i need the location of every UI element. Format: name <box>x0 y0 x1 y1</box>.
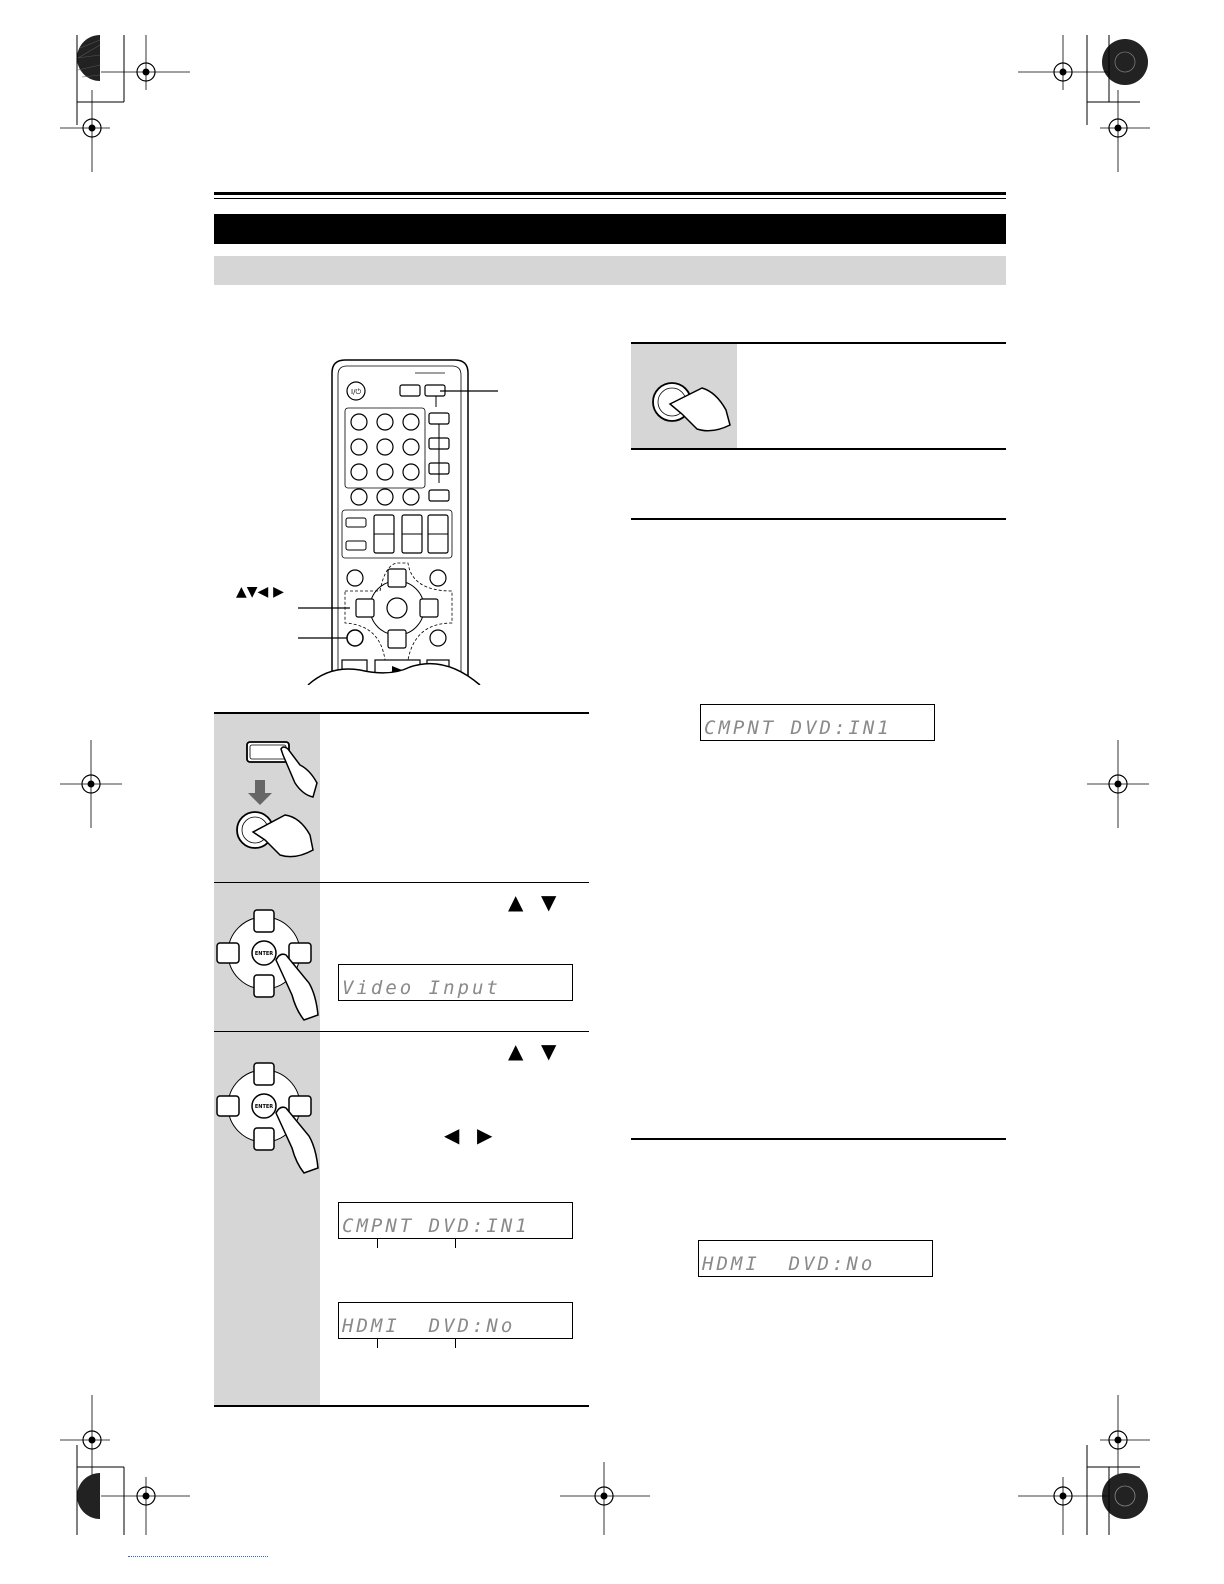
lcd-text: CMPNT DVD:IN1 <box>342 1215 530 1237</box>
lcd-text: Video Input <box>342 977 501 999</box>
lcd-pointer-tick <box>455 1339 456 1348</box>
lcd-pointer-tick <box>377 1339 378 1348</box>
step2-lcd-display <box>338 964 573 1001</box>
down-arrow-icon: ▼ <box>541 890 557 914</box>
press-round-button-hand-icon <box>640 370 735 440</box>
step-table-bottom-rule <box>214 1405 589 1407</box>
lcd-text: CMPNT DVD:IN1 <box>704 717 892 739</box>
section-title-bar <box>214 214 1006 244</box>
up-arrow-icon: ▲ <box>508 1039 524 1063</box>
step2-divider <box>214 1031 589 1032</box>
cursor-pad-hand-icon <box>214 1058 320 1178</box>
crop-marks-top-left-icon <box>0 0 220 180</box>
step3-lcd-display-component <box>338 1202 573 1239</box>
subsection-title-bar <box>214 256 1006 285</box>
footer-link-underline[interactable] <box>128 1556 268 1557</box>
up-arrow-icon: ▲ <box>508 890 524 914</box>
step1-divider <box>214 882 589 883</box>
down-arrow-icon: ▼ <box>541 1039 557 1063</box>
step1-illustration <box>225 735 320 870</box>
step4-bottom-rule <box>631 448 1006 450</box>
crop-mark-middle-left-icon <box>60 735 130 835</box>
remote-control-icon <box>230 355 520 690</box>
power-key-label: I/⏻ <box>351 388 361 396</box>
crop-marks-bottom-right-icon <box>1010 1395 1224 1570</box>
step3-lcd-display-hdmi <box>338 1302 573 1339</box>
step4-illustration <box>640 370 735 440</box>
right-lcd-display-hdmi <box>698 1240 933 1277</box>
lcd-pointer-tick <box>455 1239 456 1248</box>
crop-marks-top-right-icon <box>1010 0 1224 180</box>
enter-key-label: ENTER <box>254 951 274 957</box>
header-rule-thin <box>214 198 1006 199</box>
lcd-text: HDMI DVD:No <box>342 1315 516 1337</box>
lcd-pointer-tick <box>377 1239 378 1248</box>
crop-marks-bottom-left-icon <box>0 1395 220 1570</box>
enter-key-label: ENTER <box>254 1104 274 1110</box>
left-arrow-icon: ◀ <box>444 1123 460 1147</box>
step2-illustration <box>214 905 320 1025</box>
step3-illustration <box>214 1058 320 1178</box>
press-button-hand-icon <box>225 735 320 870</box>
crop-mark-bottom-center-icon <box>560 1460 655 1540</box>
remote-control-illustration <box>230 355 520 690</box>
right-section-rule-1 <box>631 518 1006 520</box>
right-section-rule-2 <box>631 1138 1006 1140</box>
arrow-keys-callout-label: ▲▼◀ ▶ <box>236 584 284 600</box>
header-rule-thick <box>214 192 1006 195</box>
right-arrow-icon: ▶ <box>477 1123 493 1147</box>
right-lcd-display-component <box>700 704 935 741</box>
lcd-text: HDMI DVD:No <box>702 1253 876 1275</box>
cursor-pad-hand-icon <box>214 905 320 1025</box>
crop-mark-middle-right-icon <box>1085 735 1155 835</box>
